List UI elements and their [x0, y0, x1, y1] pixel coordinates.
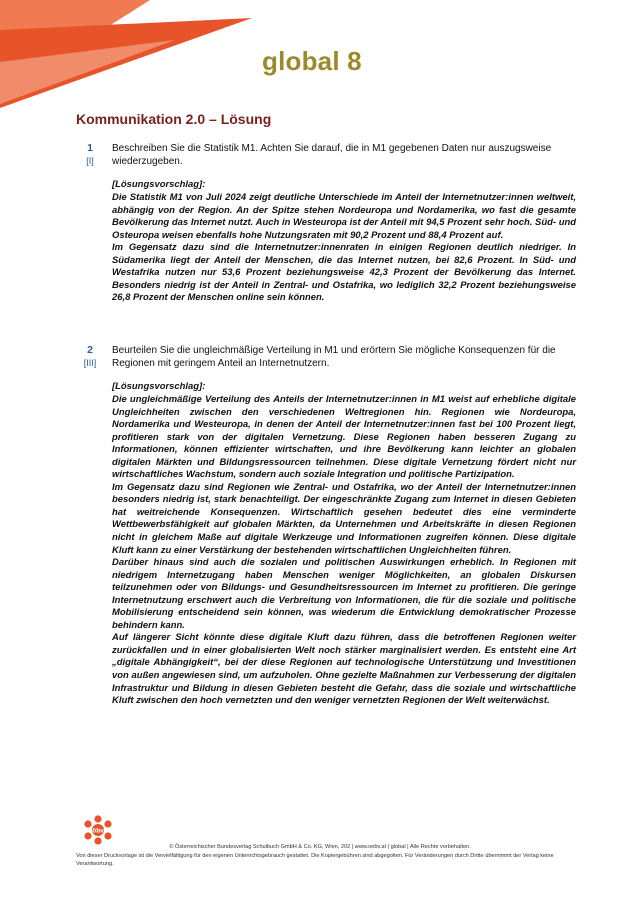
task-2	[76, 344, 576, 708]
corner-decoration	[0, 0, 260, 110]
publisher-logo	[82, 815, 114, 845]
footer-copyright: © Österreichischer Bundesverlag Schulbuch GmbH & Co. KG, Wien, 202 | www.oebv.at | global | Alle Rechte vorbehalten.	[169, 844, 471, 850]
task-number: 1	[87, 142, 93, 154]
task-1	[76, 142, 576, 305]
task-question: Beschreiben Sie die Statistik M1. Achten Sie darauf, die in M1 gegebenen Daten nur auszugsweise wiederzugeben.	[112, 143, 552, 168]
brand-title: global 8	[262, 46, 362, 76]
task-level: [I]	[86, 156, 94, 166]
task-level: [III]	[83, 358, 97, 368]
solution-block	[112, 381, 576, 707]
solution-paragraph: Im Gegensatz dazu sind Regionen wie Zentral- und Ostafrika, wo der Anteil der Internetnutzer:innen besonders niedrig ist, stark benachteiligt. Der eingeschränkte Zugang zum Internet in diesen Gebieten hat weitreichende Konsequenzen. Wirtschaftlich gesehen bedeutet dies eine verminderte Wettbewerbsfähigkeit auf globalen Märkten, da Unternehmen und Arbeitskräfte in diesen Regionen nicht in gleichem Maße auf digitale Werkzeuge und Informationen zugreifen können. Diese digitale Kluft kann zu einer Verstärkung der bestehenden wirtschaftlichen Ungleichheiten führen.	[112, 481, 576, 556]
task-question: Beurteilen Sie die ungleichmäßige Verteilung in M1 und erörtern Sie mögliche Konsequenzen für die Regionen mit geringem Anteil an Internetnutzern.	[112, 345, 556, 370]
logo-text: öbv	[92, 827, 104, 835]
solution-label: [Lösungsvorschlag]:	[112, 381, 206, 393]
solution-paragraph: Die Statistik M1 von Juli 2024 zeigt deutliche Unterschiede im Anteil der Internetnutzer:innen weltweit, abhängig von der Region. An der Spitze stehen Nordeuropa und Nordamerika, wo fast die gesamte Bevölkerung das Internet nutzt. Auch in Westeuropa ist der Anteil mit 94,5 Prozent sehr hoch. Süd- und Osteuropa weisen ebenfalls hohe Nutzungsraten mit 90,2 Prozent und 88,4 Prozent auf.	[112, 191, 576, 241]
footer-disclaimer: Von dieser Druckvorlage ist die Vervielfältigung für den eigenen Unterrichtsgebrauch gestattet. Die Kopiergebühren sind abgegolten. Für Veränderungen durch Dritte übernimmt der Verlag keine Verantwortung.	[76, 853, 554, 867]
solution-paragraph: Auf längerer Sicht könnte diese digitale Kluft dazu führen, dass die betroffenen Regionen weiter zurückfallen und in einer globalisierten Welt noch stärker marginalisiert werden. Es entsteht eine Art „digitale Abhängigkeit“, bei der diese Regionen auf technologische Unterstützung und Investitionen von außen angewiesen sind, um aufzuholen. Ohne gezielte Maßnahmen zur Verbesserung der digitalen Infrastruktur und Bildung in diesen Gebieten besteht die Gefahr, dass die soziale und wirtschaftliche Kluft zwischen den hoch vernetzten und den weniger vernetzten Regionen der Welt weiterwächst.	[112, 632, 576, 707]
solution-label: [Lösungsvorschlag]:	[112, 179, 206, 191]
solution-paragraph: Darüber hinaus sind auch die sozialen und politischen Auswirkungen erheblich. In Regionen mit niedrigem Internetzugang haben Menschen weniger Möglichkeiten, an globalen Diskursen teilzunehmen oder von Bildungs- und Gesundheitsressourcen im Internet zu profitieren. Die geringe Internetnutzung erschwert auch die Verbreitung von Informationen, die für die soziale und politische Mobilisierung entscheidend sein können, was wiederum die Entwicklung demokratischer Prozesse behindern kann.	[112, 557, 576, 631]
solution-paragraph: Die ungleichmäßige Verteilung des Anteils der Internetnutzer:innen in M1 weist auf erhebliche digitale Ungleichheiten zwischen den verschiedenen Weltregionen hin. Regionen wie Nordeuropa, Nordamerika und Westeuropa, in denen der Anteil der Internetnutzer:innen fast bei 100 Prozent liegt, profitieren stark von der digitalen Vernetzung. Diese Regionen haben besseren Zugang zu Informationen, können effizienter wirtschaften, und ihre Bevölkerung kann leichter an globalen digitalen Märkten und Bildungsressourcen teilnehmen. Diese digitale Vernetzung fördert nicht nur wirtschaftliches Wachstum, sondern auch soziale Integration und politische Partizipation.	[112, 393, 576, 481]
solution-paragraph: Im Gegensatz dazu sind die Internetnutzer:innenraten in einigen Regionen deutlich niedriger. In Südamerika liegt der Anteil der Menschen, die das Internet nutzen, bei 82,6 Prozent. In Süd- und Westafrika nutzen nur 53,6 Prozent beziehungsweise 42,3 Prozent der Bevölkerung das Internet. Besonders niedrig ist der Anteil in Zentral- und Ostafrika, wo lediglich 32,2 Prozent beziehungsweise 26,8 Prozent der Menschen online sein können.	[112, 242, 576, 304]
solution-block	[112, 179, 576, 304]
page-title: Kommunikation 2.0 – Lösung	[76, 111, 272, 127]
task-number: 2	[87, 344, 93, 356]
